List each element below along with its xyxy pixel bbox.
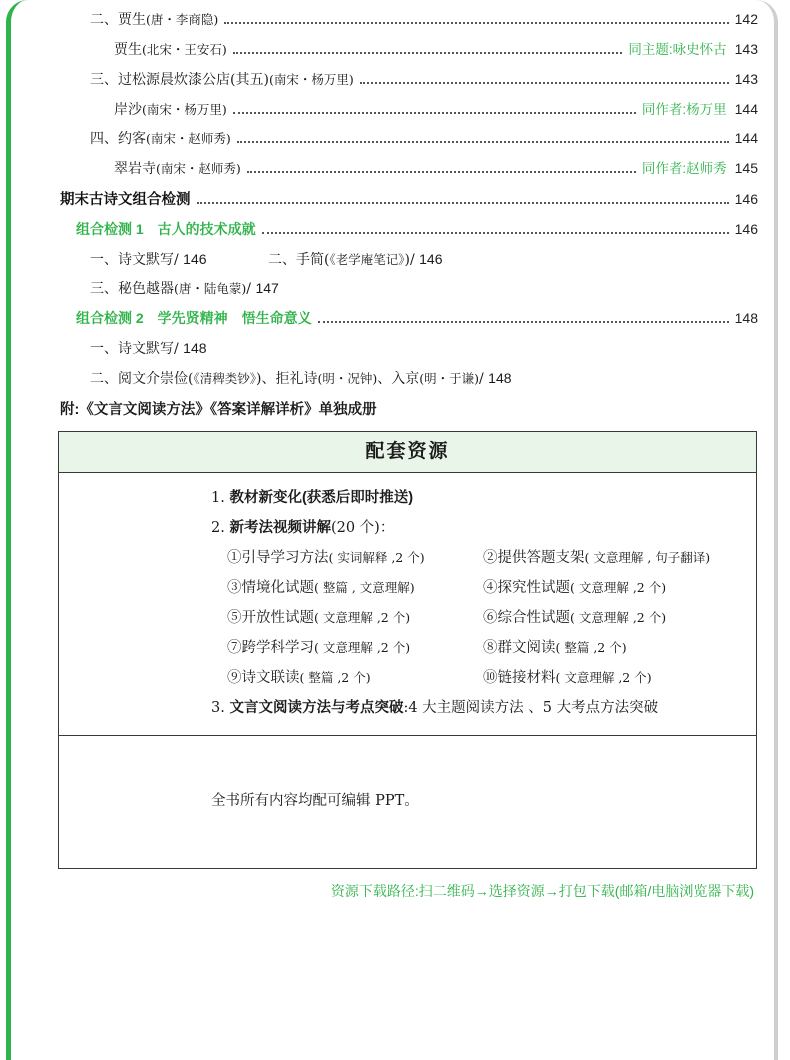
page-number: 144 [734,101,758,117]
toc-line-group1[interactable] [76,219,758,239]
video-item: ④探究性试题( 文意理解 ,2 个) [483,580,667,596]
toc-line-final-check[interactable] [60,189,758,209]
section-title: 期末古诗文组合检测 [60,192,191,208]
toc-title: 四、约客 [90,131,146,147]
toc-line-jiasheng-tang[interactable] [90,9,758,29]
page-number: 146 [734,221,758,237]
toc-line-songyuan[interactable] [90,69,758,89]
group-title: 组合检测 1 古人的技术成就 [76,221,256,237]
ppt-section [59,736,756,868]
toc-title: 贾生 [114,42,142,58]
video-item: ⑦跨学科学习( 文意理解 ,2 个) [227,640,411,656]
leader-dots [237,140,729,143]
resource-item-2: 2. 新考法视频讲解(20 个)： [211,520,395,536]
video-item: ⑤开放性试题( 文意理解 ,2 个) [227,610,411,626]
video-item: ②提供答题支架( 文意理解 , 句子翻译) [483,550,711,566]
resource-list [59,473,756,736]
appendix-note: 附:《文言文阅读方法》《答案详解详析》单独成册 [60,402,377,418]
resource-item-3: 3. 文言文阅读方法与考点突破:4 大主题阅读方法 、5 大考点方法突破 [211,700,659,716]
group1-item-b[interactable]: 二、手简(《老学庵笔记》)/ 146 [268,251,443,268]
page-number: 145 [734,160,758,176]
toc-line-yueke[interactable] [90,128,758,148]
leader-dots [197,201,729,204]
toc-line-group2[interactable] [76,308,758,328]
author-note: 同作者:杨万里 [641,102,727,117]
resource-header: 配套资源 [59,432,756,473]
page-number: 146 [734,191,758,207]
group1-item-c[interactable]: 三、秘色越器(唐・陆龟蒙)/ 147 [90,280,279,297]
group2-item-a[interactable]: 一、诗文默写/ 148 [90,340,207,357]
toc-author: (南宋・赵师秀) [156,161,241,176]
group-title: 组合检测 2 学先贤精神 悟生命意义 [76,310,312,326]
video-item: ⑩链接材料( 文意理解 ,2 个) [483,670,652,686]
toc-title: 二、贾生 [90,12,146,28]
toc-title: 岸沙 [114,102,142,118]
toc-line-jiasheng-song[interactable] [114,39,758,59]
author-note: 同作者:赵师秀 [641,161,727,176]
page-number: 144 [734,130,758,146]
toc-author: (南宋・杨万里) [142,102,227,117]
leader-dots [247,170,636,173]
toc-author: (南宋・赵师秀) [146,131,231,146]
leader-dots [262,231,729,234]
leader-dots [233,111,636,114]
page-number: 142 [734,11,758,27]
toc-author: (唐・李商隐) [146,12,219,27]
leader-dots [233,51,623,54]
page-number: 148 [734,310,758,326]
resource-box [58,431,757,869]
leader-dots [318,320,729,323]
group2-item-b[interactable]: 二、阅文介崇俭(《清稗类钞》)、拒礼诗(明・况钟)、入京(明・于谦)/ 148 [90,370,512,387]
video-item: ⑨诗文联读( 整篇 ,2 个) [227,670,371,686]
page-number: 143 [734,41,758,57]
leader-dots [360,81,729,84]
toc-title: 三、过松源晨炊漆公店(其五) [90,72,269,88]
toc-line-ansha[interactable] [114,99,758,119]
ppt-note: 全书所有内容均配可编辑 PPT。 [211,793,419,809]
resource-item-1: 1. 教材新变化(获悉后即时推送) [211,490,414,506]
leader-dots [224,21,728,24]
download-path: 资源下载路径:扫二维码→选择资源→打包下载(邮箱/电脑浏览器下载) [330,883,754,899]
video-item: ⑧群文阅读( 整篇 ,2 个) [483,640,627,656]
toc-title: 翠岩寺 [114,161,156,177]
toc-author: (南宋・杨万里) [268,72,354,87]
video-item: ⑥综合性试题( 文意理解 ,2 个) [483,610,667,626]
theme-note: 同主题:咏史怀古 [628,42,727,57]
video-item: ③情境化试题( 整篇 , 文意理解) [227,580,415,596]
toc-author: (北宋・王安石) [142,42,227,57]
video-item: ①引导学习方法( 实词解释 ,2 个) [227,550,425,566]
toc-line-cuiyansi[interactable] [114,158,758,178]
page-number: 143 [734,71,758,87]
group1-item-a[interactable]: 一、诗文默写/ 146 [90,251,207,268]
